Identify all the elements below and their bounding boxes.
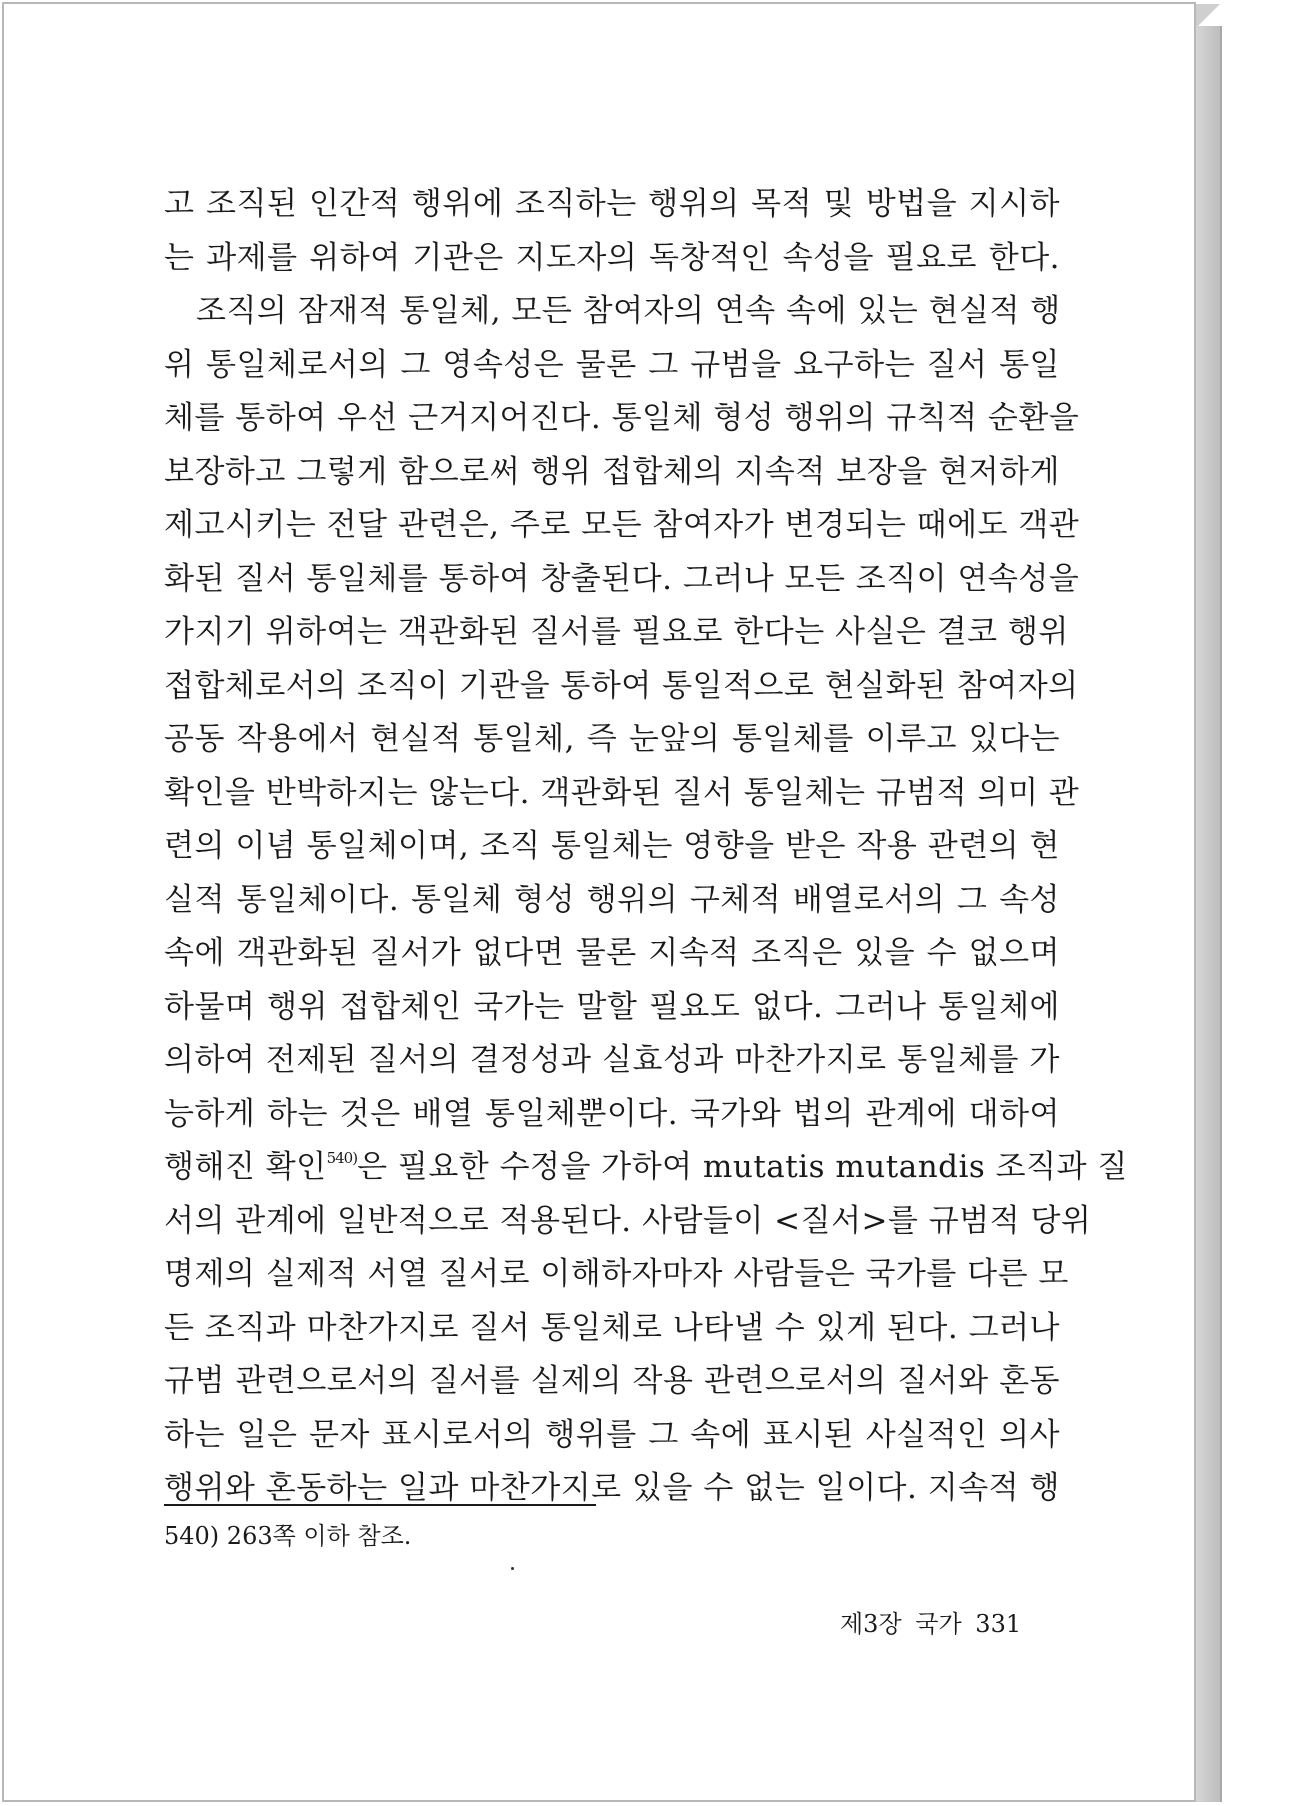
text-line: 속에 객관화된 질서가 없다면 물론 지속적 조직은 있을 수 없으며 bbox=[164, 935, 1060, 971]
text-line: 위 통일체로서의 그 영속성은 물론 그 규범을 요구하는 질서 통일 bbox=[164, 346, 1060, 383]
text-line: 실적 통일체이다. 통일체 형성 행위의 구체적 배열로서의 그 속성 bbox=[164, 881, 1060, 918]
body-text bbox=[164, 178, 1128, 1516]
text-line: 서의 관계에 일반적으로 적용된다. 사람들이 <질서>를 규범적 당위 bbox=[164, 1202, 1092, 1239]
text-line: 가지기 위하여는 객관화된 질서를 필요로 한다는 사실은 결코 행위 bbox=[164, 614, 1069, 650]
text-line: 련의 이념 통일체이며, 조직 통일체는 영향을 받은 작용 관련의 현 bbox=[164, 828, 1060, 864]
text-line: 하물며 행위 접합체인 국가는 말할 필요도 없다. 그러나 통일체에 bbox=[164, 988, 1060, 1025]
footnote: 540) 263쪽 이하 참조. bbox=[164, 1522, 412, 1550]
running-footer bbox=[840, 1608, 1027, 1640]
text-line: 명제의 실제적 서열 질서로 이해하자마자 사람들은 국가를 다른 모 bbox=[164, 1256, 1069, 1292]
footnote-reference[interactable]: 540) bbox=[326, 1149, 358, 1167]
text-line: 하는 일은 문자 표시로서의 행위를 그 속에 표시된 사실적인 의사 bbox=[164, 1416, 1060, 1453]
text-segment: 은 필요한 수정을 가하여 mutatis mutandis 조직과 질 bbox=[357, 1149, 1128, 1185]
footnote-divider bbox=[164, 1504, 596, 1506]
text-line: 능하게 하는 것은 배열 통일체뿐이다. 국가와 법의 관계에 대하여 bbox=[164, 1095, 1060, 1132]
section-label: 국가 bbox=[915, 1610, 962, 1638]
text-line: 의하여 전제된 질서의 결정성과 실효성과 마찬가지로 통일체를 가 bbox=[164, 1042, 1060, 1078]
text-line: 든 조직과 마찬가지로 질서 통일체로 나타낼 수 있게 된다. 그러나 bbox=[164, 1309, 1060, 1346]
text-line: 제고시키는 전달 관련은, 주로 모든 참여자가 변경되는 때에도 객관 bbox=[164, 507, 1080, 543]
chapter-label: 제3장 bbox=[840, 1610, 902, 1638]
text-line: 행위와 혼동하는 일과 마찬가지로 있을 수 없는 일이다. 지속적 행 bbox=[164, 1470, 1060, 1506]
text-line: 화된 질서 통일체를 통하여 창출된다. 그러나 모든 조직이 연속성을 bbox=[164, 560, 1080, 597]
text-line: 고 조직된 인간적 행위에 조직하는 행위의 목적 및 방법을 지시하 bbox=[164, 186, 1060, 222]
text-segment: 행해진 확인 bbox=[164, 1149, 327, 1185]
text-line: 접합체로서의 조직이 기관을 통하여 통일적으로 현실화된 참여자의 bbox=[164, 667, 1079, 704]
text-line: 는 과제를 위하여 기관은 지도자의 독창적인 속성을 필요로 한다. bbox=[164, 239, 1060, 276]
page-stack-edge bbox=[1196, 26, 1222, 1802]
scan-speck bbox=[511, 1567, 514, 1570]
page-number: 331 bbox=[975, 1610, 1022, 1638]
text-line: 확인을 반박하지는 않는다. 객관화된 질서 통일체는 규범적 의미 관 bbox=[164, 774, 1080, 811]
book-page bbox=[2, 2, 1196, 1802]
text-line-with-footnote-ref bbox=[164, 1141, 1128, 1195]
text-line: 공동 작용에서 현실적 통일체, 즉 눈앞의 통일체를 이루고 있다는 bbox=[164, 721, 1060, 757]
page-stack-edge-top bbox=[1196, 4, 1220, 28]
text-line: 보장하고 그렇게 함으로써 행위 접합체의 지속적 보장을 현저하게 bbox=[164, 453, 1060, 490]
text-line: 체를 통하여 우선 근거지어진다. 통일체 형성 행위의 규칙적 순환을 bbox=[164, 400, 1080, 436]
text-line: 규범 관련으로서의 질서를 실제의 작용 관련으로서의 질서와 혼동 bbox=[164, 1363, 1060, 1399]
text-line: 조직의 잠재적 통일체, 모든 참여자의 연속 속에 있는 현실적 행 bbox=[196, 293, 1061, 329]
